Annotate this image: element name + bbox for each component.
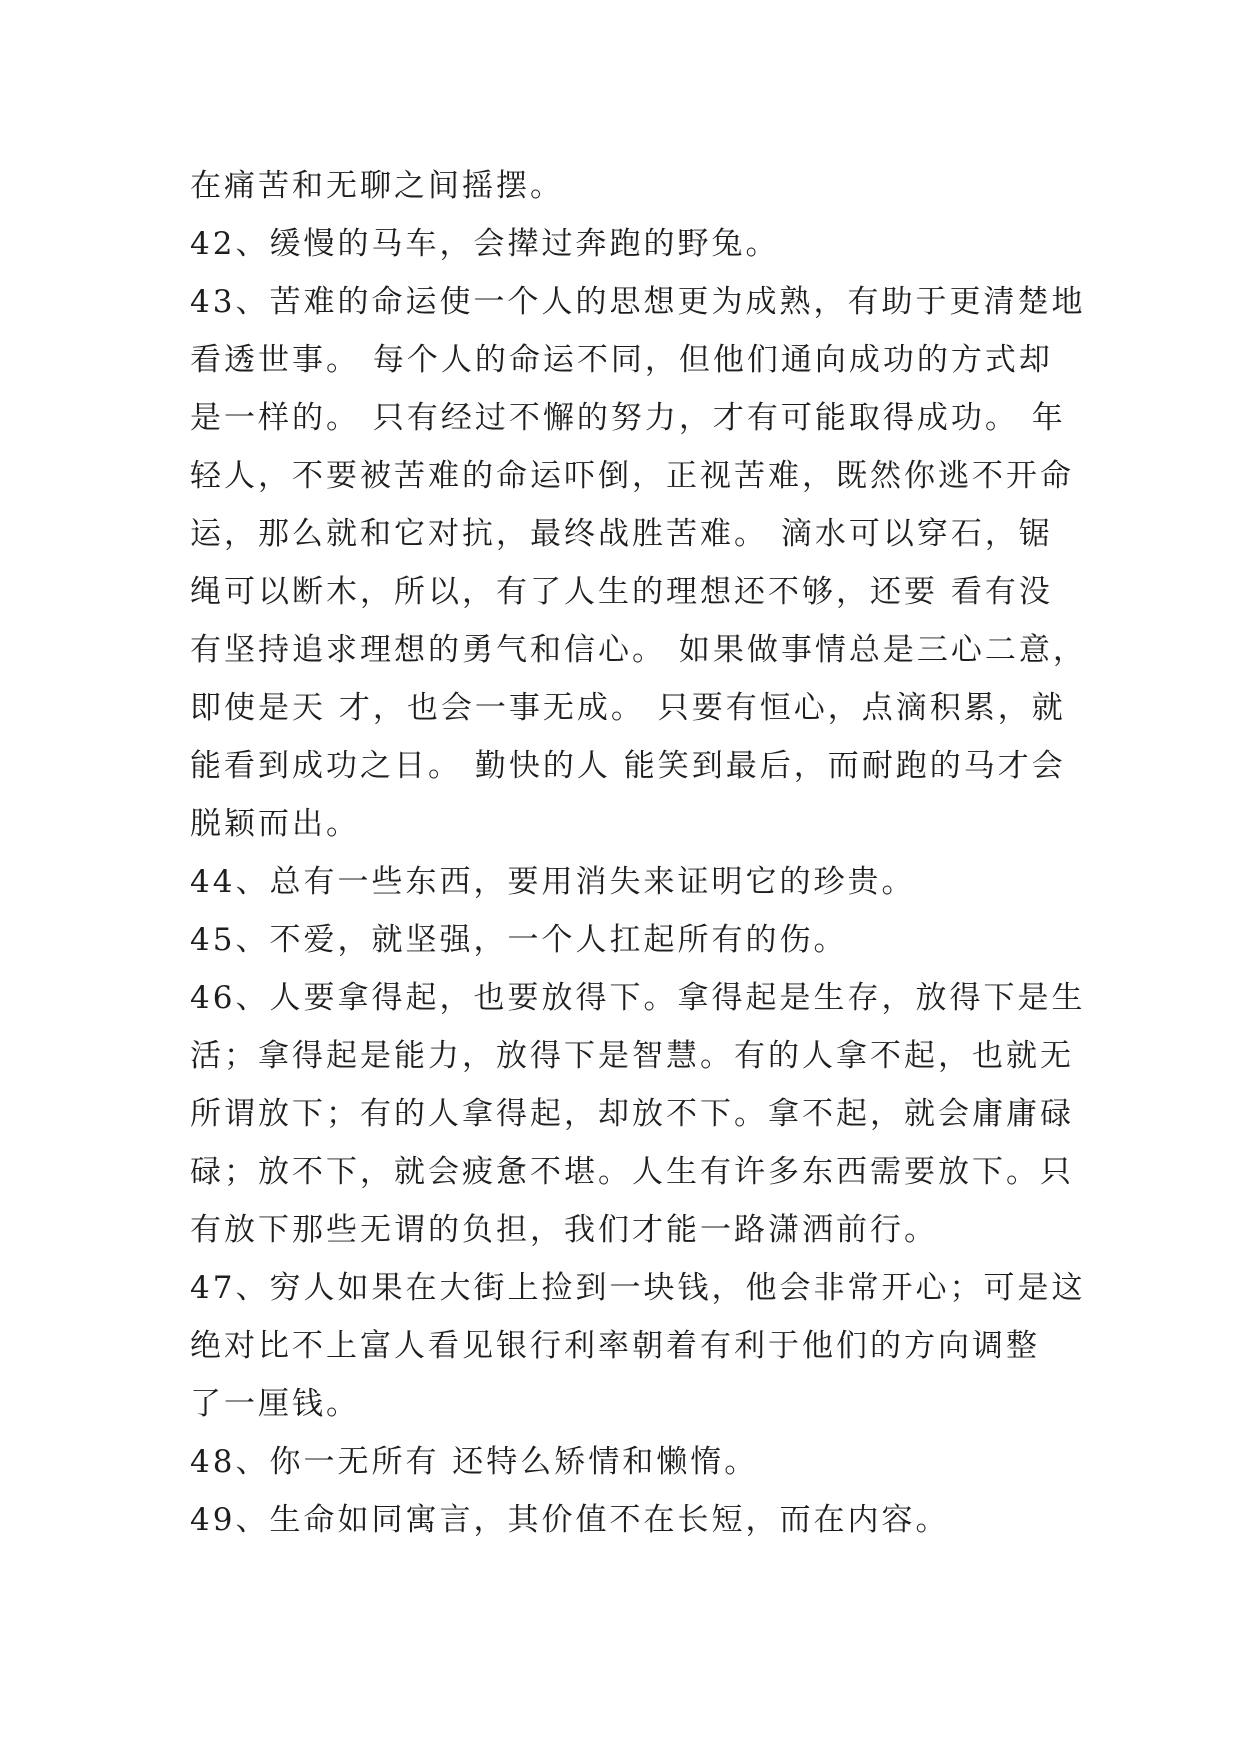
text-line: 运，那么就和它对抗，最终战胜苦难。 滴水可以穿石，锯 [190,516,1053,552]
text-line: 了一厘钱。 [190,1386,360,1422]
text-line: 碌；放不下，就会疲惫不堪。人生有许多东西需要放下。只 [190,1154,1074,1190]
text-line: 能看到成功之日。 勤快的人 能笑到最后，而耐跑的马才会 [190,748,1066,784]
document-body [190,157,1087,1549]
text-line: 脱颖而出。 [190,806,360,842]
text-line: 44、总有一些东西，要用消失来证明它的珍贵。 [190,864,916,900]
text-line: 42、缓慢的马车，会撵过奔跑的野兔。 [190,226,780,262]
text-line: 即使是天 才，也会一事无成。 只要有恒心，点滴积累，就 [190,690,1066,726]
text-line: 绳可以断木，所以，有了人生的理想还不够，还要 看有没 [190,574,1053,610]
text-line: 46、人要拿得起，也要放得下。拿得起是生存，放得下是生 [190,980,1086,1016]
text-line: 所谓放下；有的人拿得起，却放不下。拿不起，就会庸庸碌 [190,1096,1074,1132]
text-line: 是一样的。 只有经过不懈的努力，才有可能取得成功。 年 [190,400,1066,436]
text-line: 43、苦难的命运使一个人的思想更为成熟，有助于更清楚地 [190,284,1086,320]
text-line: 活；拿得起是能力，放得下是智慧。有的人拿不起，也就无 [190,1038,1074,1074]
text-line: 有坚持追求理想的勇气和信心。 如果做事情总是三心二意， [190,632,1087,668]
text-line: 45、不爱，就坚强，一个人扛起所有的伤。 [190,922,848,958]
text-line: 绝对比不上富人看见银行利率朝着有利于他们的方向调整 [190,1328,1040,1364]
text-line: 轻人，不要被苦难的命运吓倒，正视苦难，既然你逃不开命 [190,458,1074,494]
text-line: 有放下那些无谓的负担，我们才能一路潇洒前行。 [190,1212,938,1248]
text-line: 48、你一无所有 还特么矫情和懒惰。 [190,1444,759,1480]
text-line: 47、穷人如果在大街上捡到一块钱，他会非常开心；可是这 [190,1270,1086,1306]
text-line: 49、生命如同寓言，其价值不在长短，而在内容。 [190,1502,950,1538]
text-line: 看透世事。 每个人的命运不同，但他们通向成功的方式却 [190,342,1053,378]
text-line: 在痛苦和无聊之间摇摆。 [190,168,564,204]
